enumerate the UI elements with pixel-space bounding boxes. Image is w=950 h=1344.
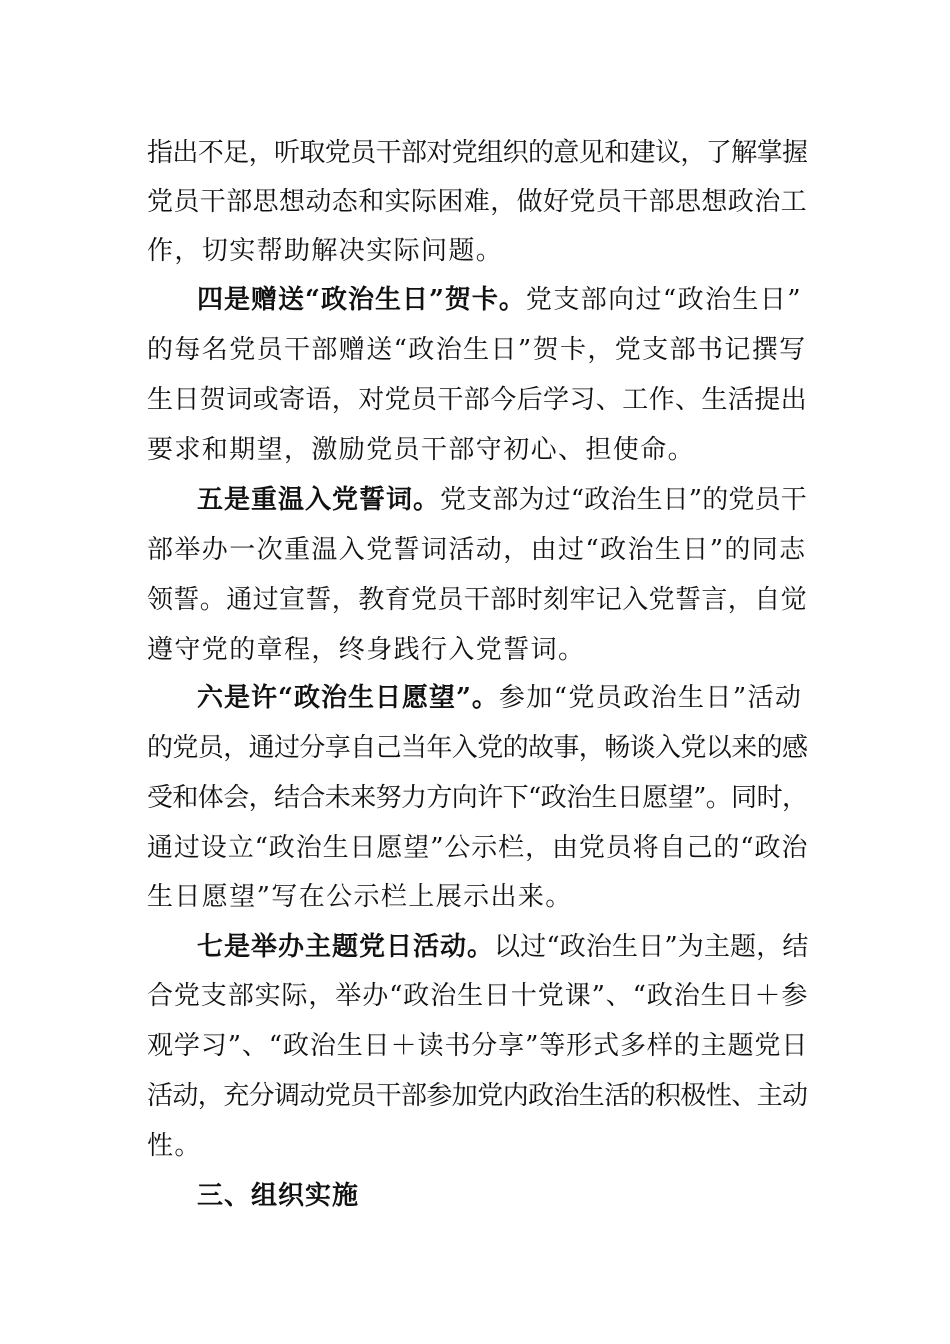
paragraph-first-line <box>197 285 802 315</box>
paragraph-line: 的每名党员干部赠送“政治生日”贺卡，党支部书记撰写 <box>147 335 807 365</box>
paragraph-line: 生日贺词或寄语，对党员干部今后学习、工作、生活提出 <box>147 385 808 415</box>
paragraph-text: 参加“党员政治生日”活动 <box>498 683 803 713</box>
paragraph-text: 党支部向过“政治生日” <box>525 285 802 315</box>
item-heading: 五是重温入党誓词。 <box>197 485 441 515</box>
item-heading: 六是许“政治生日愿望”。 <box>197 683 499 713</box>
item-heading: 七是举办主题党日活动。 <box>197 932 495 962</box>
paragraph-first-line <box>197 485 807 515</box>
paragraph-line: 生日愿望”写在公示栏上展示出来。 <box>147 882 573 912</box>
paragraph-first-line <box>197 932 809 962</box>
paragraph-first-line <box>197 683 802 713</box>
paragraph-line: 性。 <box>147 1131 202 1161</box>
section-heading: 三、组织实施 <box>197 1181 360 1211</box>
paragraph-line: 要求和期望，激励党员干部守初心、担使命。 <box>147 435 696 465</box>
paragraph-line: 作，切实帮助解决实际问题。 <box>147 236 504 266</box>
paragraph-line: 观学习”、“政治生日＋读书分享”等形式多样的主题党日 <box>147 1031 809 1061</box>
paragraph-line: 合党支部实际，举办“政治生日十党课”、“政治生日＋参 <box>147 981 809 1011</box>
paragraph-line: 活动，充分调动党员干部参加党内政治生活的积极性、主动 <box>147 1081 808 1111</box>
paragraph-line: 的党员，通过分享自己当年入党的故事，畅谈入党以来的感 <box>147 733 808 763</box>
paragraph-text: 以过“政治生日”为主题，结 <box>494 932 809 962</box>
paragraph-line: 遵守党的章程，终身践行入党誓词。 <box>147 635 586 665</box>
item-heading: 四是赠送“政治生日”贺卡。 <box>197 285 526 315</box>
paragraph-text: 党支部为过“政治生日”的党员干 <box>440 485 807 515</box>
paragraph-line: 通过设立“政治生日愿望”公示栏，由党员将自己的“政治 <box>147 833 809 863</box>
paragraph-line: 党员干部思想动态和实际困难，做好党员干部思想政治工 <box>147 187 808 217</box>
paragraph-line: 部举办一次重温入党誓词活动，由过“政治生日”的同志 <box>147 535 807 565</box>
paragraph-line: 领誓。通过宣誓，教育党员干部时刻牢记入党誓言，自觉 <box>147 585 808 615</box>
paragraph-line: 受和体会，结合未来努力方向许下“政治生日愿望”。同时， <box>147 783 808 813</box>
paragraph-line: 指出不足，听取党员干部对党组织的意见和建议，了解掌握 <box>147 138 808 168</box>
